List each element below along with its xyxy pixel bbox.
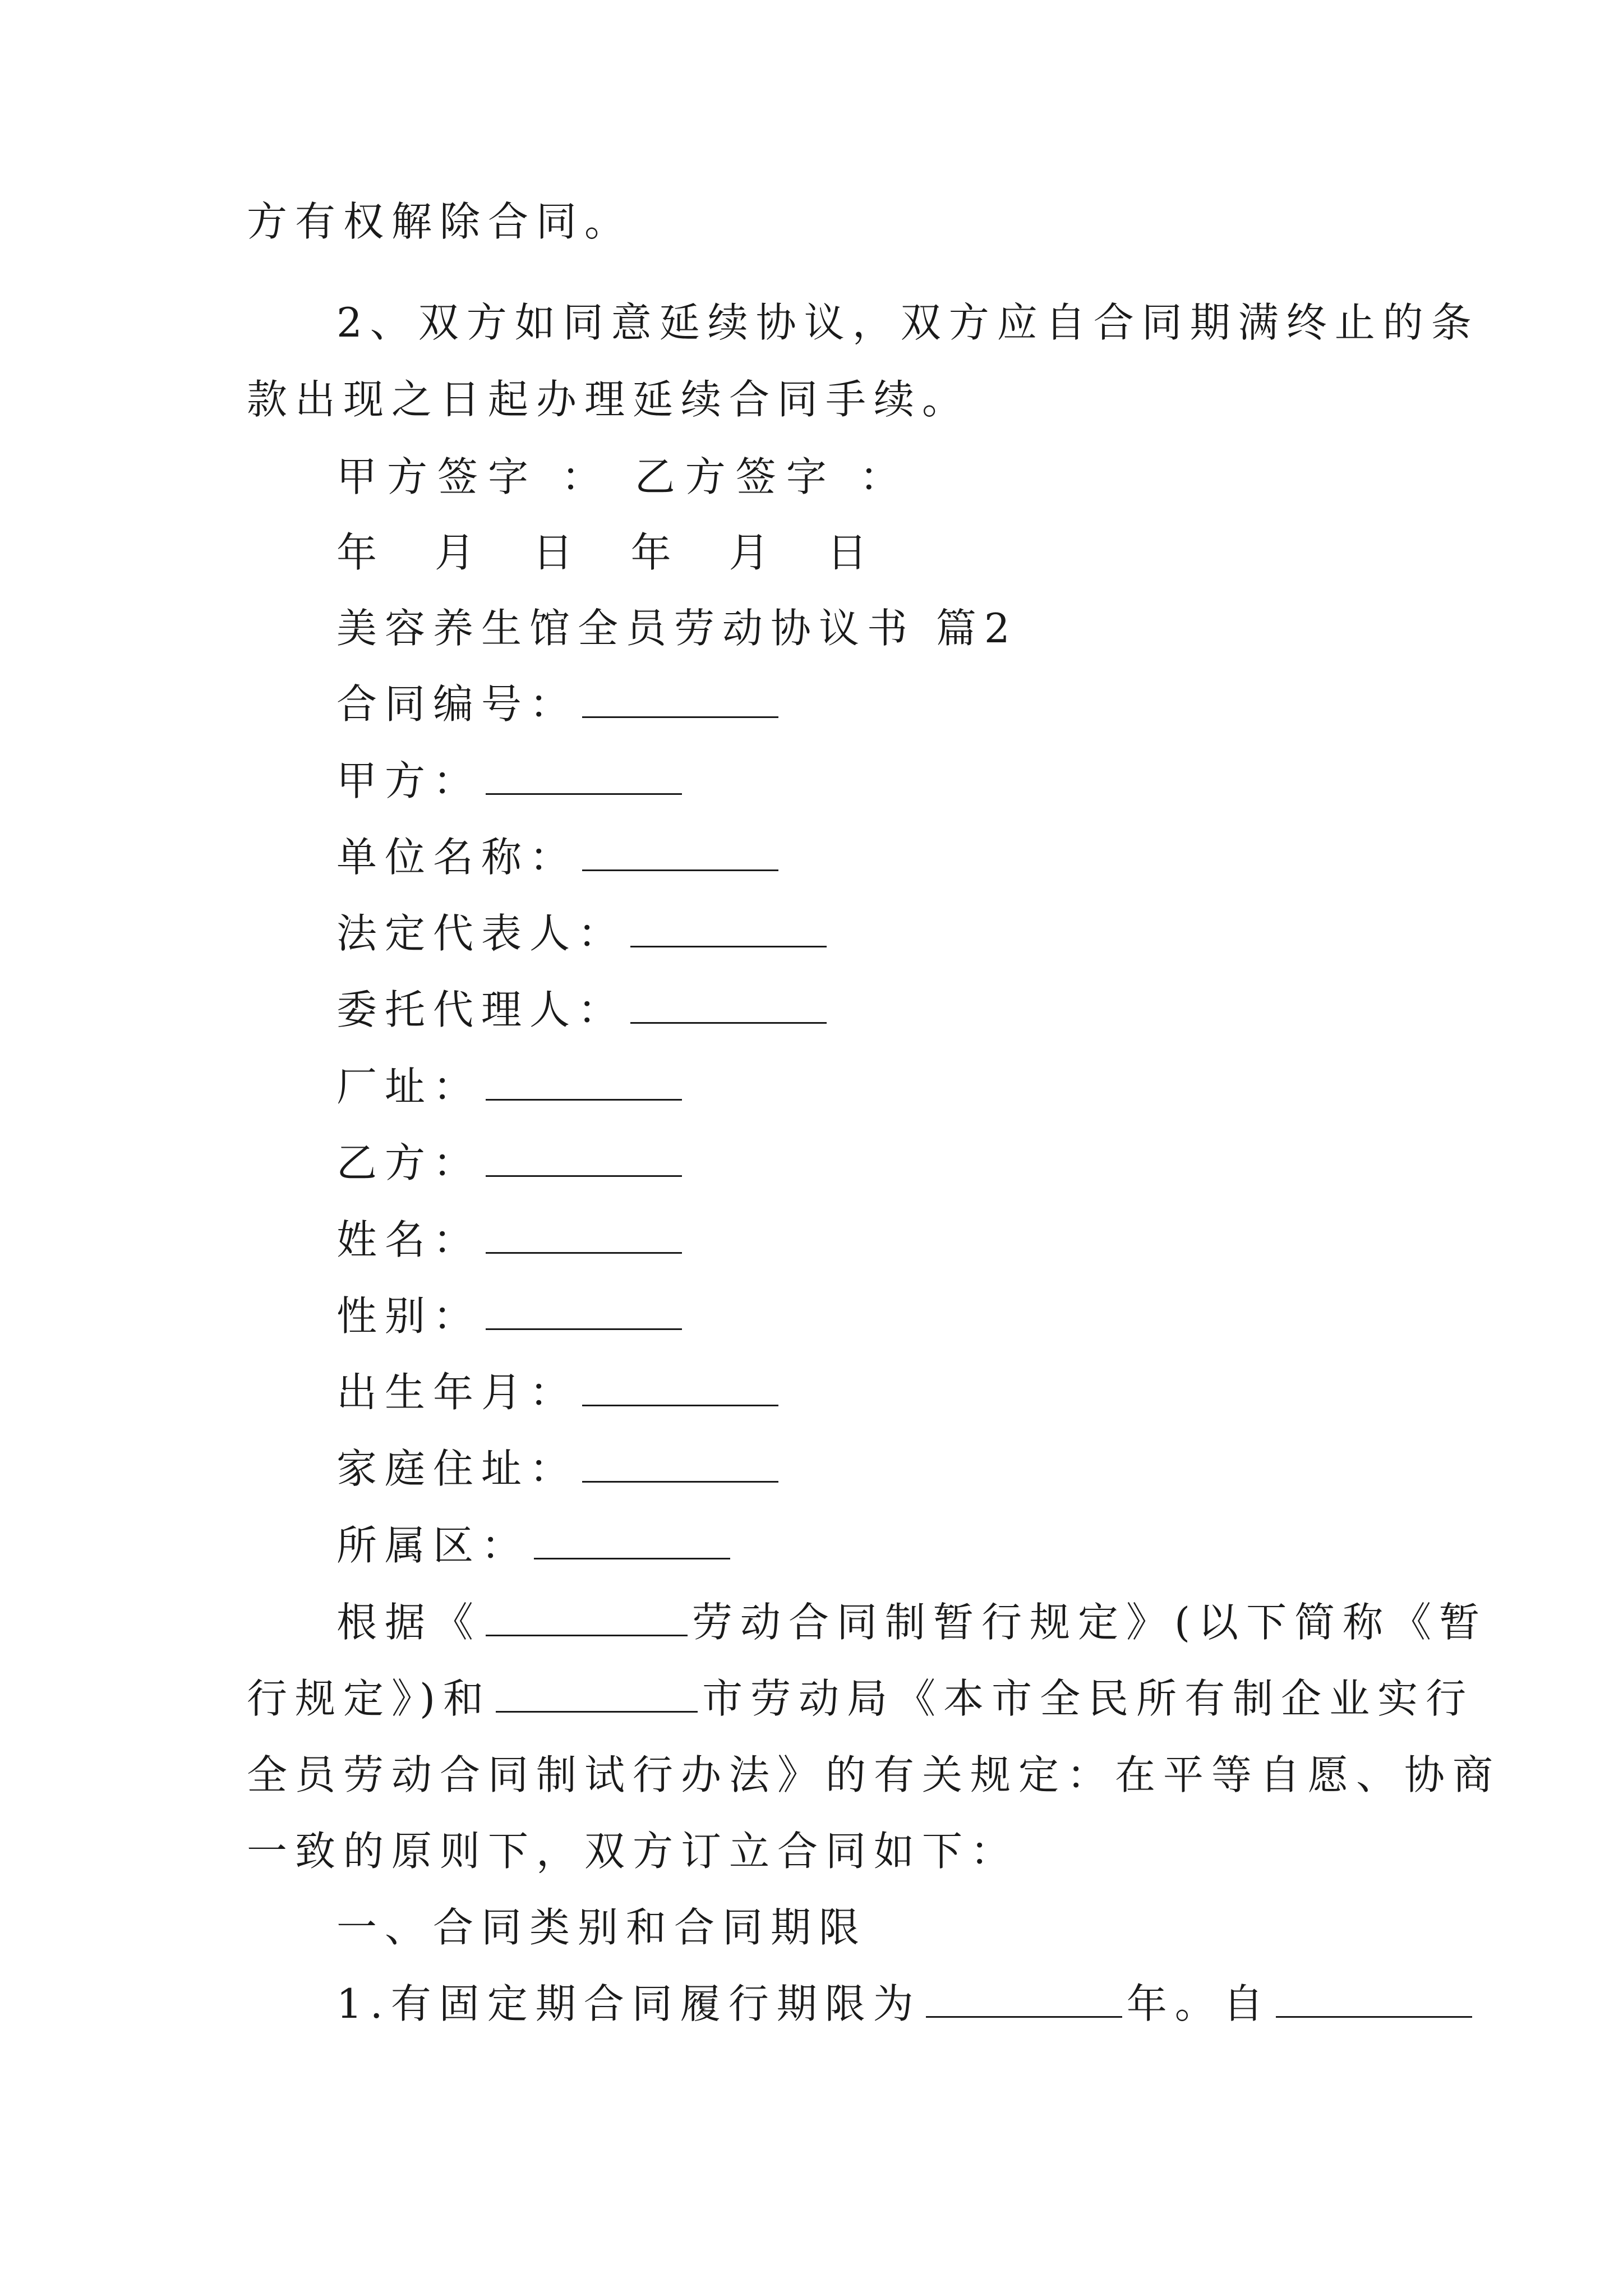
paragraph-extension-line1: 2、双方如同意延续协议，双方应自合同期满终止的条 [336, 299, 1479, 346]
basis-text: 市劳动局《本市全民所有制企业实行 [702, 1675, 1474, 1722]
fill-in-blank[interactable] [630, 905, 827, 947]
section-title-part2: 美容养生馆全员劳动协议书 篇2 [336, 605, 1018, 652]
basis-line3: 全员劳动合同制试行办法》的有关规定：在平等自愿、协商 [247, 1751, 1501, 1798]
field-label: 性别： [336, 1292, 482, 1340]
field-label: 法定代表人： [336, 910, 626, 957]
field-gender [336, 1288, 686, 1344]
fill-in-blank[interactable] [582, 829, 778, 871]
field-label: 所属区： [336, 1522, 530, 1569]
basis-text: 劳动合同制暂行规定》(以下简称《暂 [692, 1599, 1488, 1646]
section-heading-contract-type: 一、合同类别和合同期限 [336, 1904, 868, 1951]
field-label: 委托代理人： [336, 986, 626, 1033]
clause-fixed-term [336, 1976, 1477, 2032]
basis-text: 根据《 [336, 1599, 482, 1646]
field-label: 厂址： [336, 1063, 482, 1110]
fill-in-blank[interactable] [582, 1364, 778, 1406]
field-company-name [336, 829, 783, 885]
field-label: 单位名称： [336, 834, 578, 881]
field-label: 乙方： [336, 1139, 482, 1186]
clause-text: 1.有固定期合同履行期限为 [336, 1980, 921, 2027]
fill-in-blank[interactable] [486, 1212, 682, 1254]
field-label: 姓名： [336, 1216, 482, 1263]
basis-text: 行规定》)和 [247, 1675, 492, 1722]
field-name [336, 1212, 686, 1268]
field-party-b [336, 1135, 686, 1191]
fill-in-blank[interactable] [1276, 1976, 1472, 2018]
basis-line4: 一致的原则下，双方订立合同如下： [247, 1828, 1019, 1875]
fill-in-blank[interactable] [496, 1671, 698, 1713]
signature-line: 甲方签字 ： 乙方签字 ： [336, 453, 910, 500]
fill-in-blank[interactable] [630, 982, 827, 1024]
field-home-address [336, 1441, 783, 1497]
fill-in-blank[interactable] [486, 1135, 682, 1177]
fill-in-blank[interactable] [534, 1517, 730, 1559]
field-factory-address [336, 1059, 686, 1115]
paragraph-termination: 方有权解除合同。 [247, 198, 633, 245]
field-contract-number [336, 676, 783, 732]
date-line: 年 月 日 年 月 日 [336, 529, 890, 576]
field-legal-representative [336, 905, 831, 961]
fill-in-blank[interactable] [582, 676, 778, 718]
fill-in-blank[interactable] [486, 753, 682, 795]
paragraph-extension-line2: 款出现之日起办理延续合同手续。 [247, 376, 971, 423]
field-authorized-agent [336, 982, 831, 1038]
field-label: 家庭住址： [336, 1445, 578, 1492]
basis-line1 [336, 1594, 1487, 1650]
field-label: 出生年月： [336, 1369, 578, 1416]
fill-in-blank[interactable] [486, 1288, 682, 1330]
fill-in-blank[interactable] [582, 1441, 778, 1483]
field-birth-date [336, 1364, 783, 1420]
field-district [336, 1517, 735, 1573]
fill-in-blank[interactable] [486, 1594, 688, 1636]
fill-in-blank[interactable] [486, 1059, 682, 1101]
field-label: 甲方： [336, 757, 482, 804]
fill-in-blank[interactable] [926, 1976, 1122, 2018]
basis-line2 [247, 1671, 1474, 1727]
clause-text: 年。自 [1126, 1980, 1271, 2027]
field-label: 合同编号： [336, 680, 578, 728]
field-party-a [336, 753, 686, 809]
